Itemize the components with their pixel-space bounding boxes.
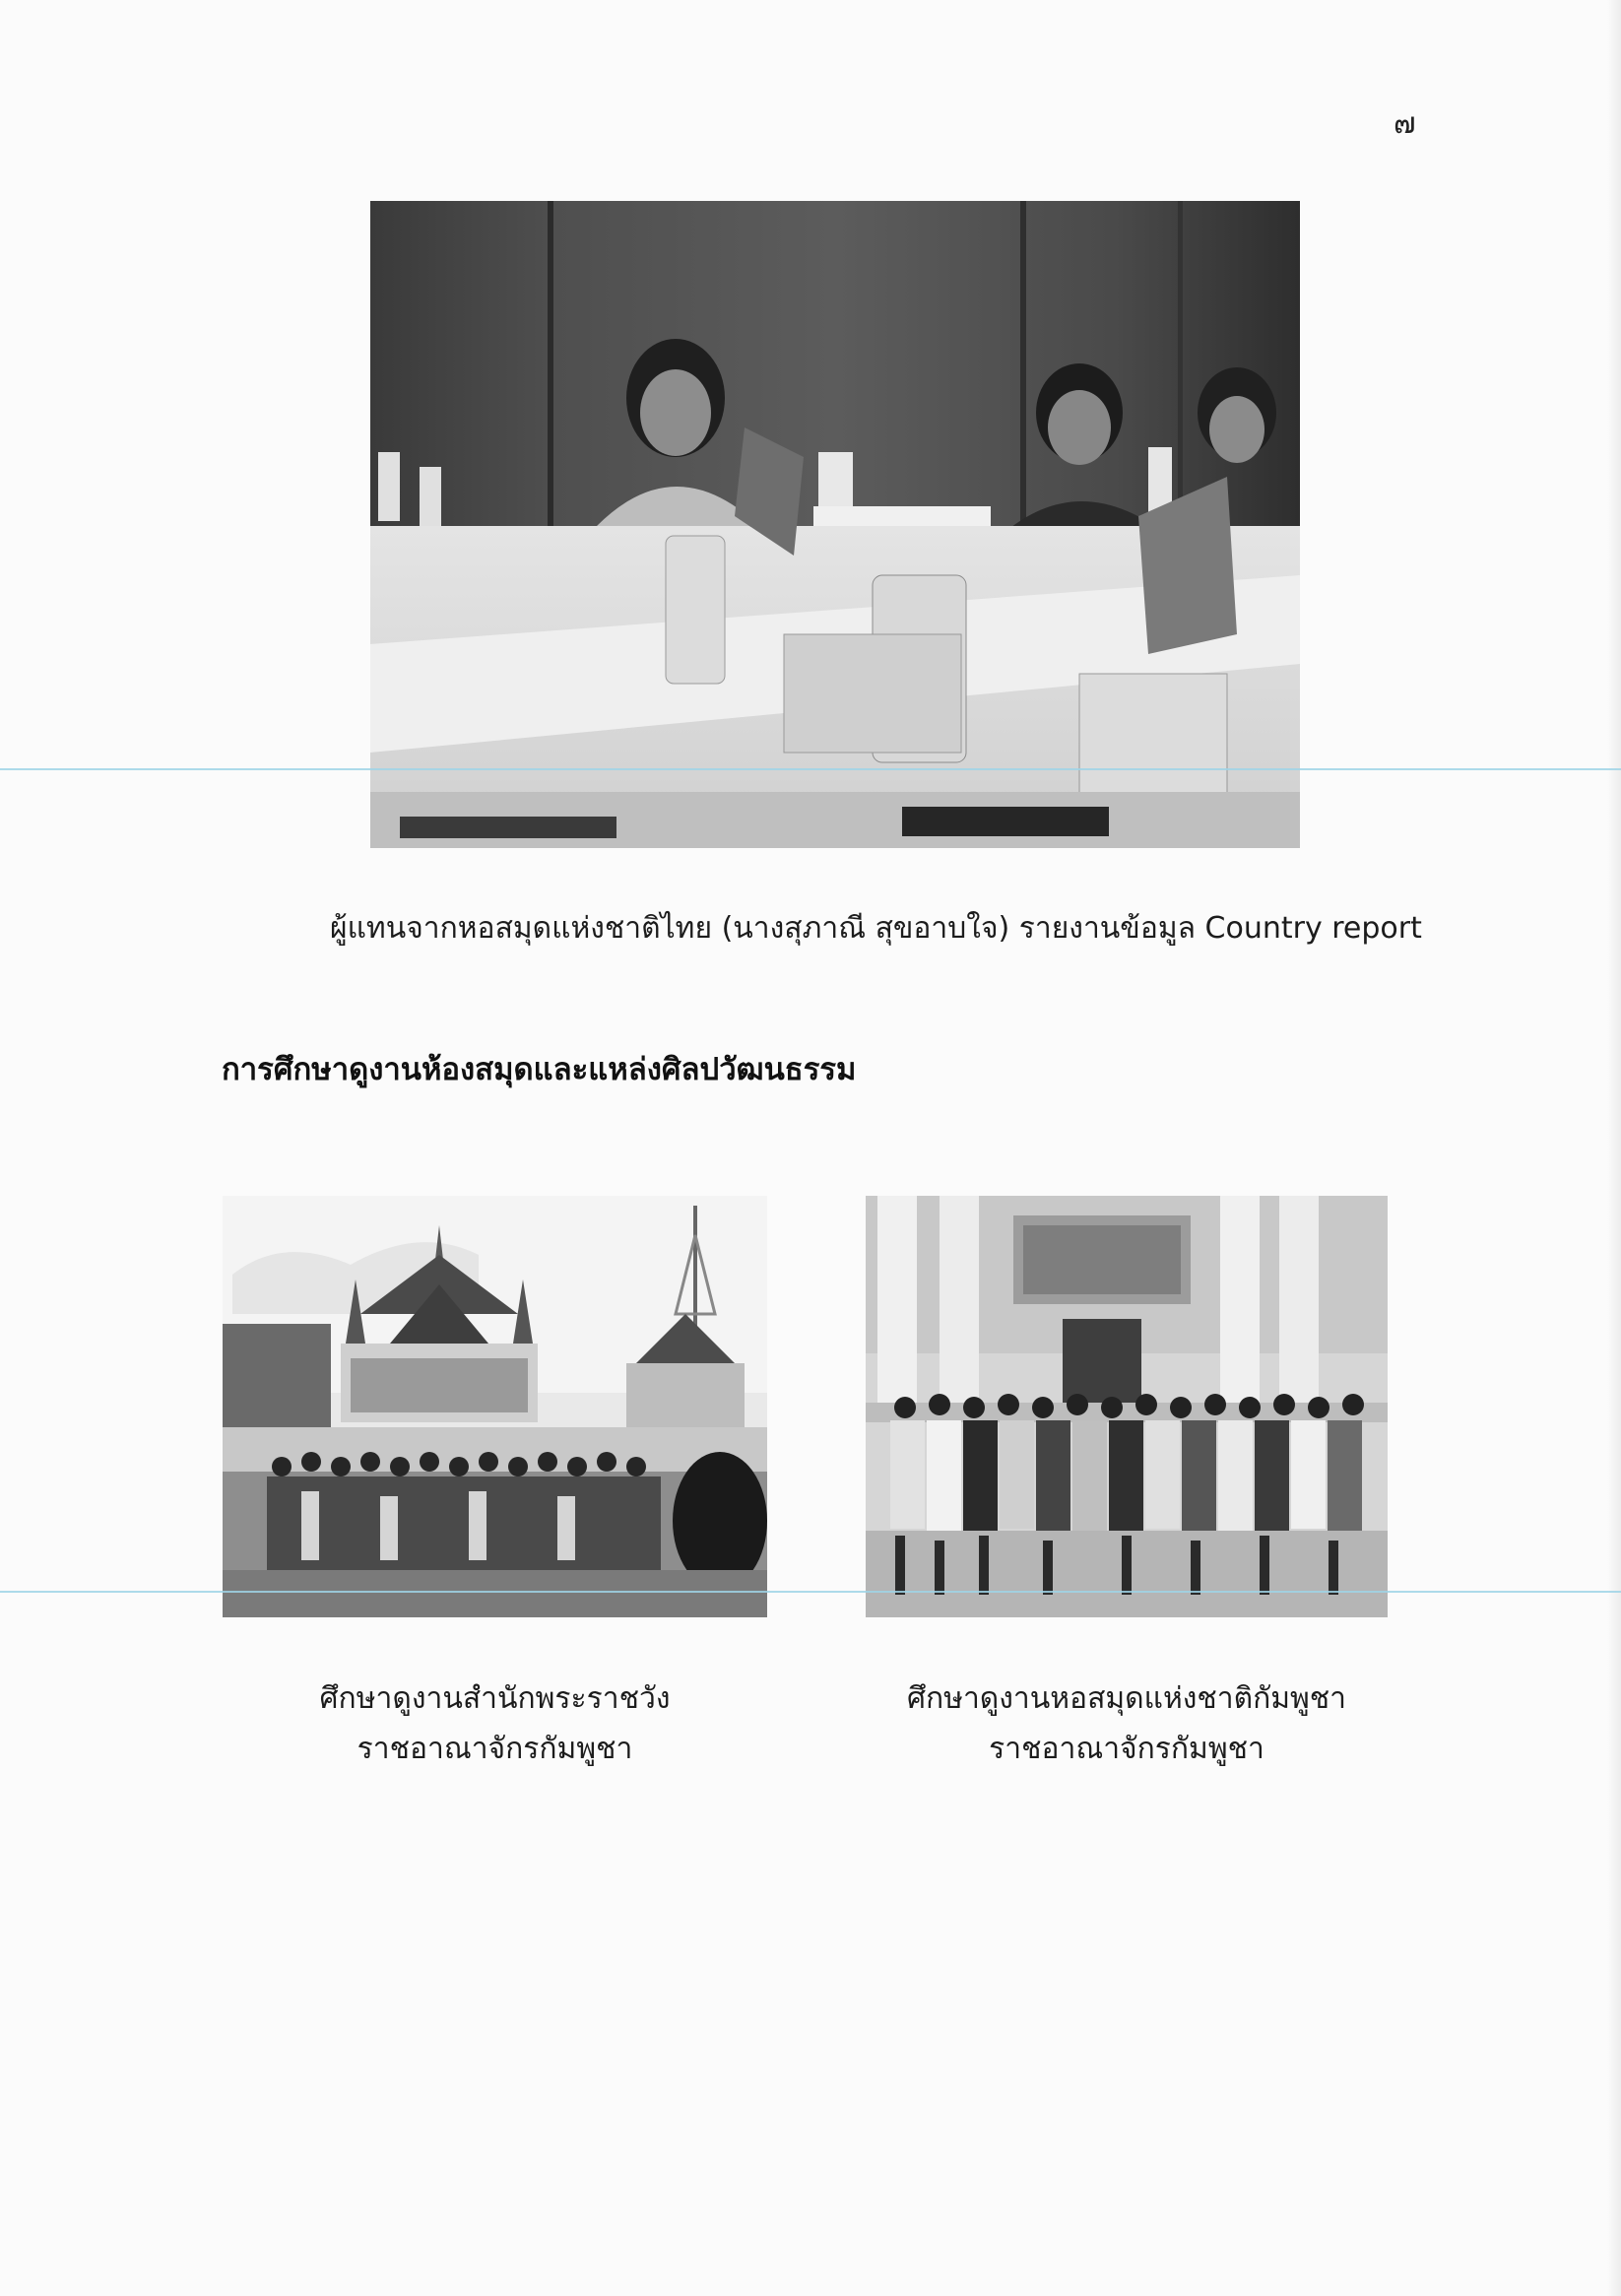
royal-palace-caption-line1: ศึกษาดูงานสำนักพระราชวัง bbox=[319, 1681, 671, 1716]
royal-palace-photo bbox=[223, 1196, 767, 1617]
national-library-caption-line1: ศึกษาดูงานหอสมุดแห่งชาติกัมพูชา bbox=[906, 1681, 1347, 1716]
royal-palace-caption-line2: ราชอาณาจักรกัมพูชา bbox=[357, 1732, 633, 1766]
section-heading: การศึกษาดูงานห้องสมุดและแหล่งศิลปวัฒนธรรม bbox=[222, 1052, 857, 1087]
page-number: ๗ bbox=[1394, 106, 1416, 141]
national-library-caption-line2: ราชอาณาจักรกัมพูชา bbox=[989, 1732, 1264, 1766]
meeting-photo-caption: ผู้แทนจากหอสมุดแห่งชาติไทย (นางสุภาณี สุขอาบใจ) รายงานข้อมูล Country report bbox=[330, 911, 1422, 946]
national-library-photo bbox=[866, 1196, 1388, 1617]
scan-guide-line bbox=[0, 768, 1621, 770]
page-edge-shadow bbox=[1607, 0, 1621, 2296]
scan-guide-line bbox=[0, 1591, 1621, 1593]
meeting-photo bbox=[370, 201, 1300, 848]
